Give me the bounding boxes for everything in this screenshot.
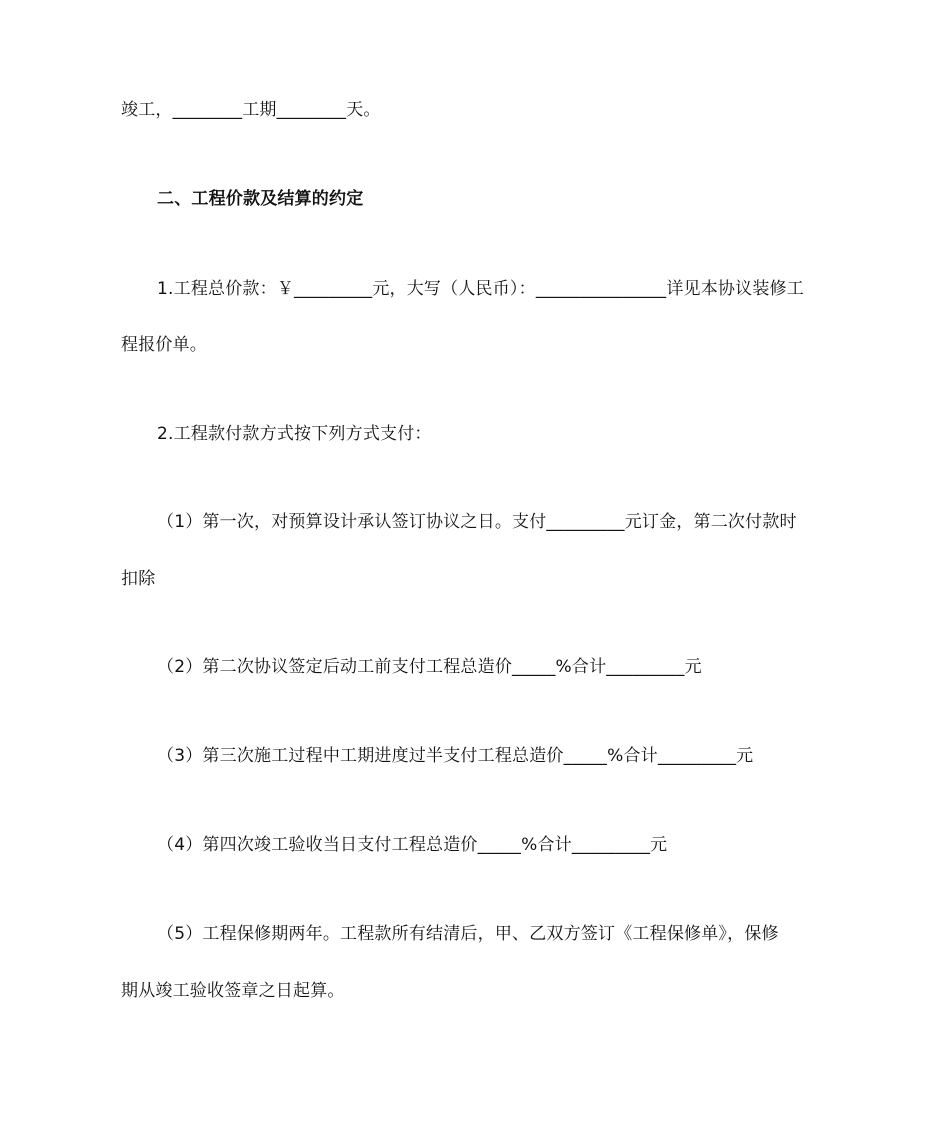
text-line-payment-method: 2.工程款付款方式按下列方式支付：: [157, 424, 432, 444]
section-heading-price-settlement: 二、工程价款及结算的约定: [157, 189, 364, 209]
text-line-warranty-continued: 期从竣工验收签章之日起算。: [121, 981, 345, 1001]
text-line-fourth-payment: （4）第四次竣工验收当日支付工程总造价_____%合计_________元: [157, 835, 668, 855]
text-line-total-price-continued: 程报价单。: [121, 335, 207, 355]
text-line-warranty: （5）工程保修期两年。工程款所有结清后，甲、乙双方签订《工程保修单》，保修: [157, 924, 779, 944]
text-line-total-price: 1.工程总价款：￥_________元，大写（人民币）：_______________详见本协议装修工: [157, 279, 804, 299]
text-line-first-payment-continued: 扣除: [121, 569, 156, 589]
text-line-third-payment: （3）第三次施工过程中工期进度过半支付工程总造价_____%合计_________元: [157, 746, 754, 766]
text-line-second-payment: （2）第二次协议签定后动工前支付工程总造价_____%合计_________元: [157, 657, 702, 677]
text-line-completion-period: 竣工，________工期________天。: [121, 100, 381, 120]
text-line-first-payment: （1）第一次，对预算设计承认签订协议之日。支付_________元订金，第二次付款时: [157, 512, 797, 532]
